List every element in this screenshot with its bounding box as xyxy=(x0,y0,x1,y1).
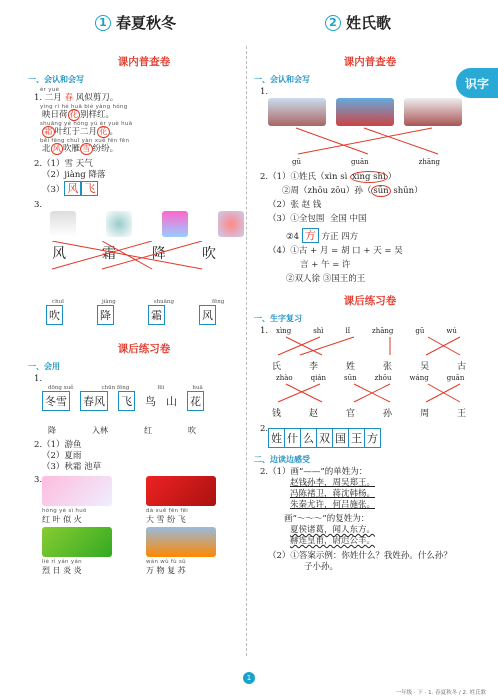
question-line: 北 风 吹雁 雪 纷纷。 xyxy=(42,144,119,154)
answer-line: ②周（zhōu zōu）孙（ sūn shūn） xyxy=(282,186,423,196)
hall-photo xyxy=(404,98,462,126)
answer-line: （2）jiàng 降落 xyxy=(42,170,106,180)
fall-picture xyxy=(218,211,244,237)
answer-line: （2）①答案示例：你姓什么？我姓孙。什么孙？ xyxy=(268,551,452,561)
matching-lines xyxy=(260,335,480,357)
section-title: 一、生字复习 xyxy=(254,314,302,323)
answer-line: 言 + 午 = 许 xyxy=(300,260,351,270)
question-number: 3. xyxy=(34,475,43,485)
section-title: 一、会用 xyxy=(28,362,60,371)
section-title: 一、会认和会写 xyxy=(28,75,84,84)
page-number: 1 xyxy=(243,672,255,684)
blow-picture xyxy=(162,211,188,237)
frost-picture xyxy=(106,211,132,237)
pinyin-row: chuī jiàng shuāng fēng xyxy=(52,299,225,305)
ancient-char: 霜 xyxy=(102,246,116,262)
answer-line: 朱秦尤许，何吕施张。 xyxy=(290,500,376,510)
char-box-row: 吹 降 霜 风 xyxy=(46,305,260,325)
sunset-photo xyxy=(146,527,216,557)
pinyin-row: xìng shì lǐ zhāng gū wú xyxy=(276,327,457,335)
matching-exercise xyxy=(42,211,260,299)
answer-line: 赫连皇甫，尉迟公羊。 xyxy=(290,536,376,546)
pinyin: èr yuè xyxy=(40,87,60,93)
question-number: 1. xyxy=(260,326,269,336)
answer-line: 夏侯诸葛，闻人东方。 xyxy=(290,525,376,535)
section-title: 一、会认和会写 xyxy=(254,75,310,84)
question-number: 1. xyxy=(34,374,43,384)
char-row: 钱 赵 官 孙 周 王 xyxy=(272,409,467,419)
lesson-title: 春夏秋冬 xyxy=(116,14,177,32)
matching-lines xyxy=(260,382,480,404)
caption: wàn wù fù sū 万 物 复 苏 xyxy=(146,559,186,575)
part-title: 课内普查卷 xyxy=(343,56,397,68)
lesson-1-heading xyxy=(95,12,176,33)
pinyin-row: zhào qián sūn zhōu wáng guān xyxy=(276,374,465,382)
sprout-photo xyxy=(42,527,112,557)
question-line: 映日荷 花 别样红。 xyxy=(42,110,115,120)
temple-photo xyxy=(336,98,394,126)
snow-photo xyxy=(42,476,112,506)
part-title: 课后练习卷 xyxy=(343,295,397,307)
answer-line: 子小孙。 xyxy=(304,562,339,572)
gate-photo xyxy=(268,98,326,126)
answer-line: （4）①古 + 月 = 胡 口 + 天 = 吴 xyxy=(268,246,403,256)
answer-line: ②双人徐 ③国王的王 xyxy=(286,274,366,284)
part-title: 课后练习卷 xyxy=(117,343,171,355)
answer-line: 画“～～～”的复姓为： xyxy=(284,514,370,524)
answer-line: （2）张 赵 钱 xyxy=(268,200,322,210)
lesson-number: 1 xyxy=(95,15,111,31)
answer-line: 赵钱孙李，周吴郑王。 xyxy=(290,478,376,488)
part-title: 课内普查卷 xyxy=(117,56,171,68)
question-line: 霜 叶红于二月 花 。 xyxy=(44,127,119,137)
answer-line: 2.（1）①姓氏（xìn sì xìng shì ） xyxy=(260,172,397,182)
picture-row xyxy=(50,211,260,237)
pinyin-row: dōng xuě chūn fēng fēi huā xyxy=(48,385,203,391)
answer-line: （2）夏雨 xyxy=(42,451,82,461)
lesson-number: 2 xyxy=(325,15,341,31)
question-number: 1. xyxy=(260,87,269,97)
section-title: 二、边读边感受 xyxy=(254,455,310,464)
matching-lines xyxy=(268,126,468,156)
lesson-2-column xyxy=(254,50,486,573)
word-box-row: 冬雪 春风 飞 鸟 山 花 xyxy=(42,391,260,411)
ancient-char: 降 xyxy=(152,246,166,262)
question-line: 1. 二月 春 风似剪刀。 xyxy=(34,93,119,103)
caption: liè rì yán yán 烈 日 炎 炎 xyxy=(42,559,82,575)
ancient-char: 吹 xyxy=(202,246,216,262)
literacy-badge: 识字 xyxy=(456,68,498,98)
answer-line: 2.（1）雪 天气 xyxy=(34,159,93,169)
ancient-char: 风 xyxy=(52,246,66,262)
red-leaves-photo xyxy=(146,476,216,506)
wind-picture xyxy=(50,211,76,237)
pinyin: běi fēng chuī yàn xuě fēn fēn xyxy=(40,138,130,144)
question-number: 3. xyxy=(34,200,43,210)
matching-lines xyxy=(42,241,242,271)
lesson-2-heading xyxy=(325,12,391,33)
question-number: 2. xyxy=(260,424,269,434)
answer-line: 2.（1）游鱼 xyxy=(34,440,82,450)
answer-line: （3）秋霜 池草 xyxy=(42,462,102,472)
answer-line: （3）①全包围 全国 中国 xyxy=(268,214,367,224)
pinyin: shuāng yè hóng yú èr yuè huā xyxy=(40,121,133,127)
answer-line: （3） 风 飞 xyxy=(42,181,260,196)
char-row: 氏 李 姓 张 吴 古 xyxy=(272,362,467,372)
pinyin: yìng rì hé huā bié yàng hóng xyxy=(40,104,128,110)
answer-line: 2.（1）画“——”的单姓为： xyxy=(260,467,368,477)
pinyin-row: gū guān zhāng xyxy=(292,158,441,166)
picture-grid xyxy=(42,476,260,576)
char-box-strip: 姓 什 么 双 国 王 方 xyxy=(268,428,381,448)
lesson-title: 姓氏歌 xyxy=(346,14,392,32)
lesson-1-column xyxy=(28,50,260,576)
caption: dà xuě fēn fēi 大 雪 纷 飞 xyxy=(146,508,189,524)
answer-line: ②4 方 方正 四方 xyxy=(286,229,359,242)
answer-line: 冯陈褚卫，蒋沈韩杨。 xyxy=(290,489,376,499)
footer-text: 一年级 · 下 · 1. 春夏秋冬 / 2. 姓氏歌 xyxy=(395,690,486,696)
word-row: 降 入林 红 吹 xyxy=(48,426,196,435)
caption: hóng yè sì huǒ 红 叶 似 火 xyxy=(42,508,87,524)
photo-row xyxy=(268,98,486,126)
